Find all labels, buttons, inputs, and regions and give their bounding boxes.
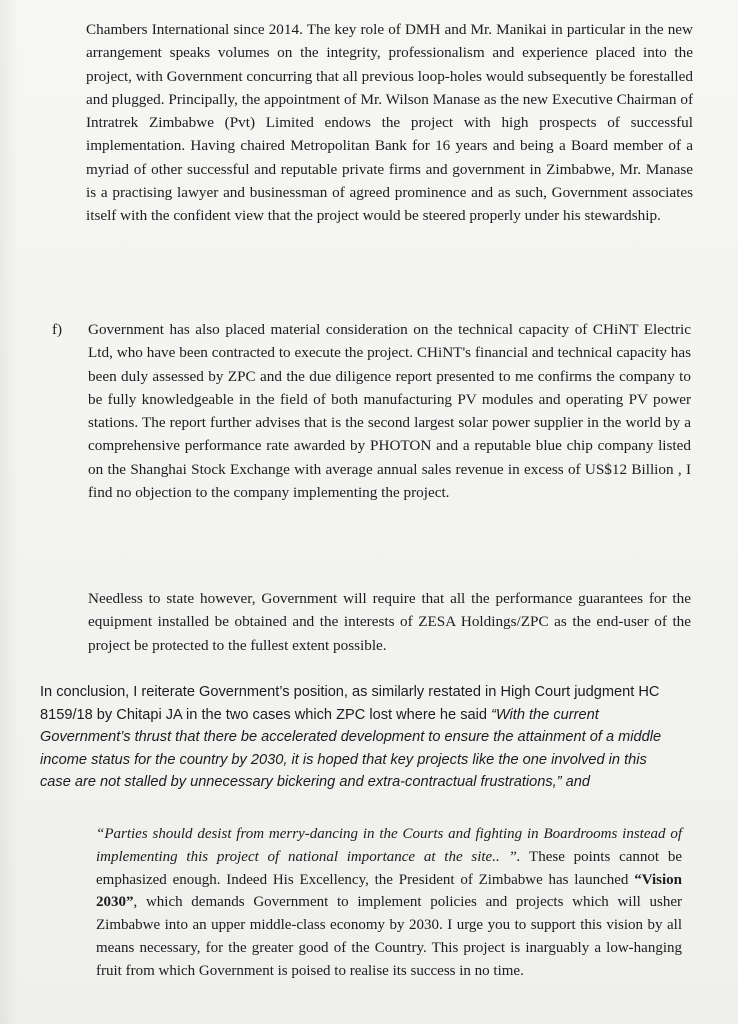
paragraph-manase-appointment: Chambers International since 2014. The key role of DMH and Mr. Manikai in particular in the new arrangement speaks volumes on the integrity, professionalism and experience placed into the project, with Government concurring that all previous loop-holes would subsequently be forestalled and plugged. Principally, the appointment of Mr. Wilson Manase as the new Executive Chairman of Intratrek Zimbabwe (Pvt) Limited endows the project with high prospects of successful implementation. Having chaired Metropolitan Bank for 16 years and being a Board member of a myriad of other successful and reputable private firms and government in Zimbabwe, Mr. Manase is a practising lawyer and businessman of agreed prominence and as such, Government associates itself with the confident view that the project would be steered properly under his stewardship. <box>86 21 693 225</box>
vision-2030-bold: “Vision 2030” <box>96 871 682 911</box>
list-label-f: f) <box>52 321 63 338</box>
paragraph-performance-guarantees: Needless to state however, Government will require that all the performance guarantees for the equipment installed be obtained and the interests of ZESA Holdings/ZPC as the end-user of the project be protected to the fullest extent possible. <box>88 590 691 654</box>
vision-text-1: These points cannot be emphasized enough. Indeed His Excellency, the President of Zimbabwe has launched <box>96 848 682 888</box>
court-quote-2: “Parties should desist from merry-dancing in the Courts and fighting in Boardrooms instead of implementing this project of national importance at the site.. ”. <box>96 826 682 865</box>
court-quote-1: “With the current Government’s thrust that there be accelerated development to ensure the attainment of a middle income status for the country by 2030, it is hoped that key projects like the one involved in this case are not stalled by unnecessary bickering and extra-contractual frustrations,” and <box>40 706 662 791</box>
conclusion-lead-text: In conclusion, I reiterate Government’s position, as similarly restated in High Court judgment HC 8159/18 by Chitapi JA in the two cases which ZPC lost where he said <box>40 684 660 723</box>
page-edge-shadow <box>0 0 18 1024</box>
paragraph-chint-capacity: Government has also placed material consideration on the technical capacity of CHiNT Electric Ltd, who have been contracted to execute the project. CHiNT's financial and technical capacity has been duly assessed by ZPC and the due diligence report presented to me confirms the company to be fully knowledgeable in the field of both manufacturing PV modules and operating PV power stations. The report further advises that is the second largest solar power supplier in the world by a comprehensive performance rate awarded by PHOTON and a reputable blue chip company listed on the Shanghai Stock Exchange with average annual sales revenue in excess of US$12 Billion , I find no objection to the company implementing the project. <box>88 321 691 502</box>
paragraph-conclusion <box>40 681 680 794</box>
vision-text-2: , which demands Government to implement policies and projects which will usher Zimbabwe into an upper middle-class economy by 2030. I urge you to support this vision by all means necessary, for the greater good of the Country. This project is inarguably a low-hanging fruit from which Government is poised to realise its success in no time. <box>96 894 682 979</box>
paragraph-vision-2030 <box>96 823 682 983</box>
